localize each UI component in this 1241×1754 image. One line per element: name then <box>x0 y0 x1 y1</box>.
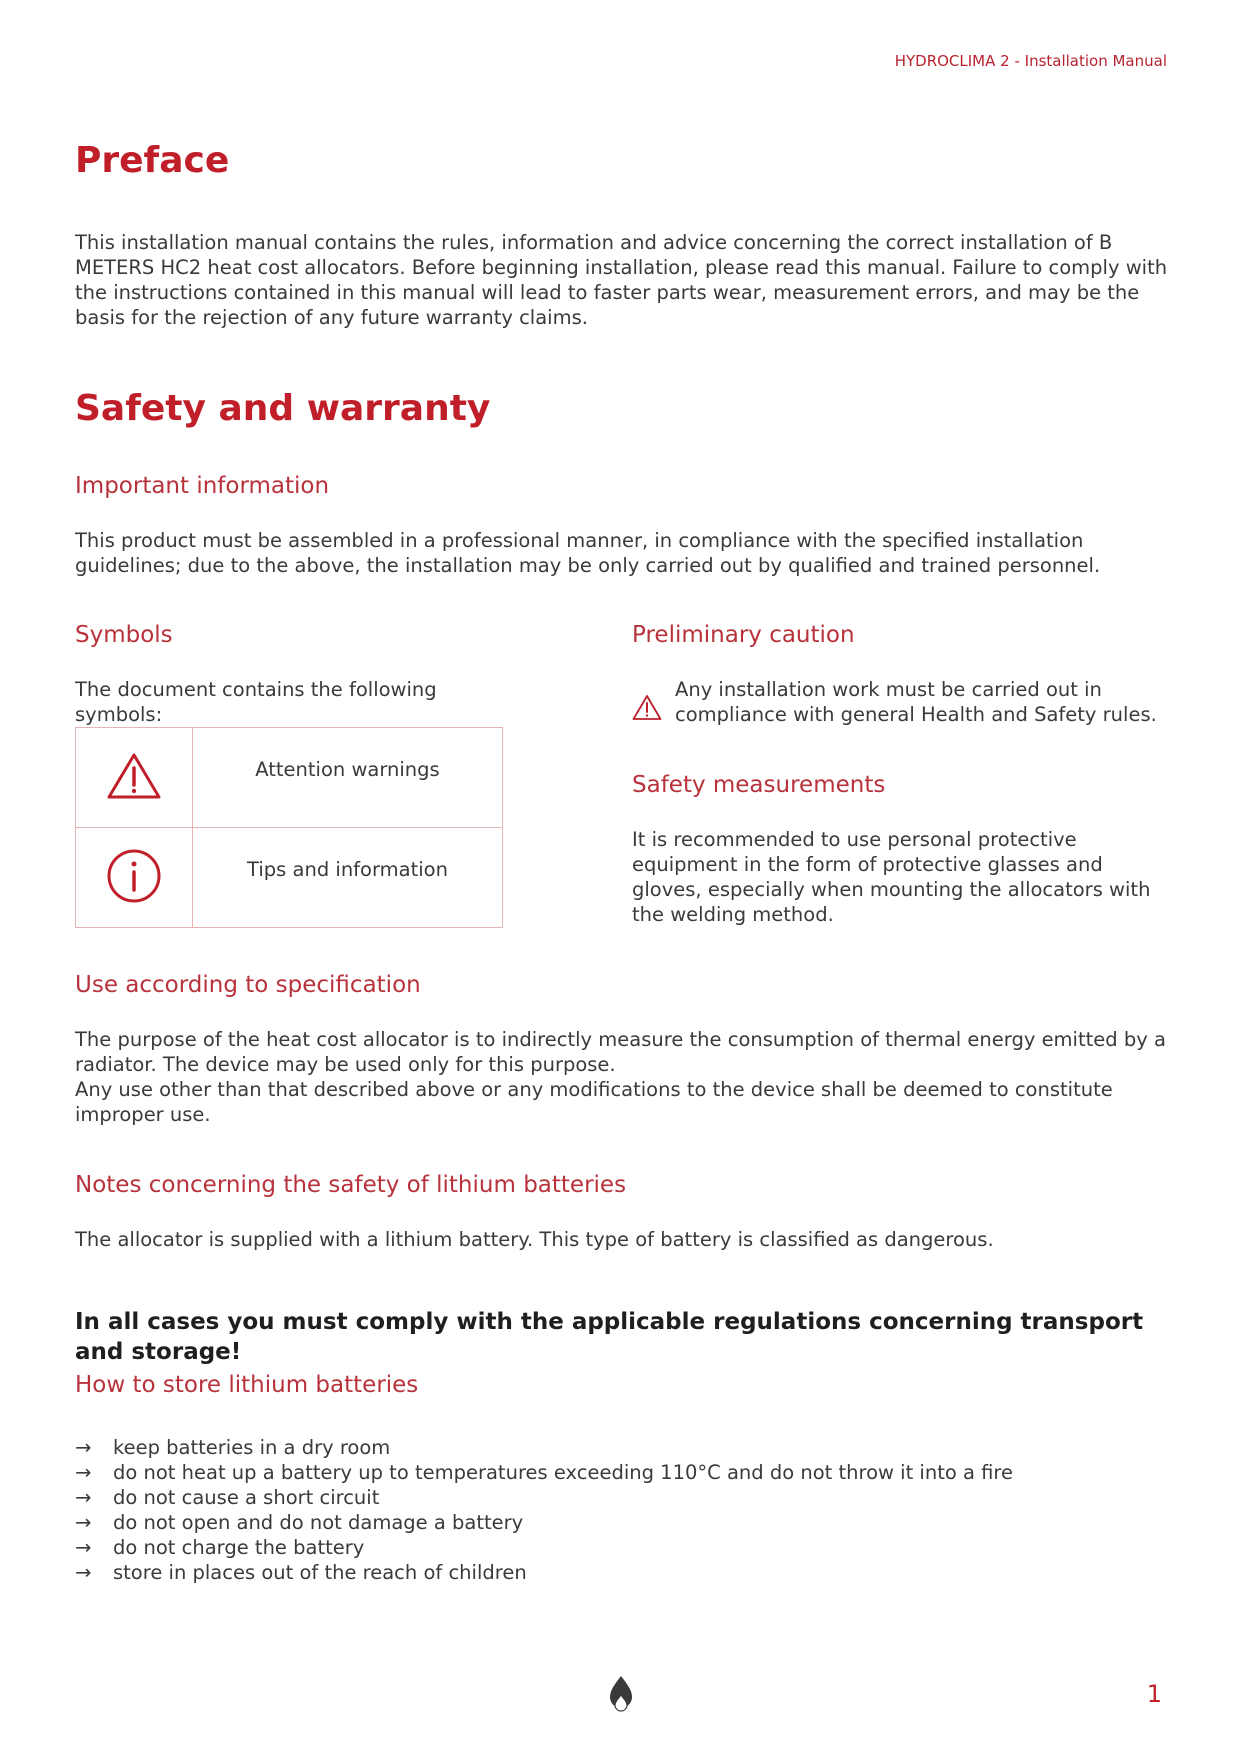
safety-measurements-heading: Safety measurements <box>632 772 886 798</box>
important-info-body: This product must be assembled in a professional manner, in compliance with the specified installation guidelines; due to the above, the installation may be only carried out by qualified and trained personnel. <box>75 529 1101 577</box>
warning-triangle-icon <box>632 694 662 725</box>
info-circle-icon <box>106 848 162 904</box>
symbol-label: Attention warnings <box>193 728 503 828</box>
arrow-right-icon: → <box>75 1536 92 1559</box>
regulations-note: In all cases you must comply with the applicable regulations concerning transport and storage! <box>75 1309 1144 1365</box>
symbol-icon-cell <box>76 828 193 928</box>
list-item <box>75 1435 1013 1460</box>
preface-title: Preface <box>75 140 230 181</box>
arrow-right-icon: → <box>75 1486 92 1509</box>
battery-storage-heading: How to store lithium batteries <box>75 1372 419 1398</box>
preface-body: This installation manual contains the rules, information and advice concerning the correct installation of B METERS HC2 heat cost allocators. Before beginning installation, please read this manual. Failure to comply with the instructions contained in this manual will lead to faster parts wear, measurement errors, and may be the basis for the rejection of any future warranty claims. <box>75 231 1168 329</box>
warning-triangle-icon <box>106 751 162 801</box>
arrow-right-icon: → <box>75 1561 92 1584</box>
list-item-text: keep batteries in a dry room <box>113 1436 391 1459</box>
list-item-text: do not charge the battery <box>113 1536 365 1559</box>
important-info-heading: Important information <box>75 473 330 499</box>
arrow-right-icon: → <box>75 1461 92 1484</box>
use-spec-body-2: Any use other than that described above or any modifications to the device shall be deemed to constitute improper use. <box>75 1078 1113 1126</box>
list-item-text: do not cause a short circuit <box>113 1486 380 1509</box>
list-item-text: store in places out of the reach of children <box>113 1561 527 1584</box>
symbols-heading: Symbols <box>75 622 173 648</box>
arrow-right-icon: → <box>75 1436 92 1459</box>
safety-title: Safety and warranty <box>75 388 491 429</box>
symbol-icon-cell <box>76 728 193 828</box>
preliminary-caution-body: Any installation work must be carried out in compliance with general Health and Safety rules. <box>675 678 1157 726</box>
brand-drop-logo-icon <box>608 1675 634 1717</box>
list-item <box>75 1535 1013 1560</box>
list-item <box>75 1485 1013 1510</box>
use-spec-body: The purpose of the heat cost allocator is to indirectly measure the consumption of thermal energy emitted by a radiator. The device may be used only for this purpose. <box>75 1028 1166 1076</box>
symbol-label: Tips and information <box>193 828 503 928</box>
lithium-notes-body: The allocator is supplied with a lithium battery. This type of battery is classified as dangerous. <box>75 1228 994 1251</box>
arrow-right-icon: → <box>75 1511 92 1534</box>
list-item-text: do not open and do not damage a battery <box>113 1511 524 1534</box>
list-item-text: do not heat up a battery up to temperatures exceeding 110°C and do not throw it into a fire <box>113 1461 1013 1484</box>
use-spec-heading: Use according to specification <box>75 972 421 998</box>
symbols-table <box>75 727 503 928</box>
battery-storage-list <box>75 1435 1013 1585</box>
list-item <box>75 1510 1013 1535</box>
list-item <box>75 1460 1013 1485</box>
preliminary-caution-heading: Preliminary caution <box>632 622 855 648</box>
safety-measurements-body: It is recommended to use personal protective equipment in the form of protective glasses and gloves, especially when mounting the allocators with the welding method. <box>632 828 1151 926</box>
symbols-intro: The document contains the following symbols: <box>75 678 437 726</box>
running-header: HYDROCLIMA 2 - Installation Manual <box>894 52 1167 70</box>
list-item <box>75 1560 1013 1585</box>
page-number: 1 <box>1146 1680 1162 1708</box>
symbol-row-warning <box>76 728 503 828</box>
lithium-notes-heading: Notes concerning the safety of lithium batteries <box>75 1172 627 1198</box>
symbol-row-info <box>76 828 503 928</box>
